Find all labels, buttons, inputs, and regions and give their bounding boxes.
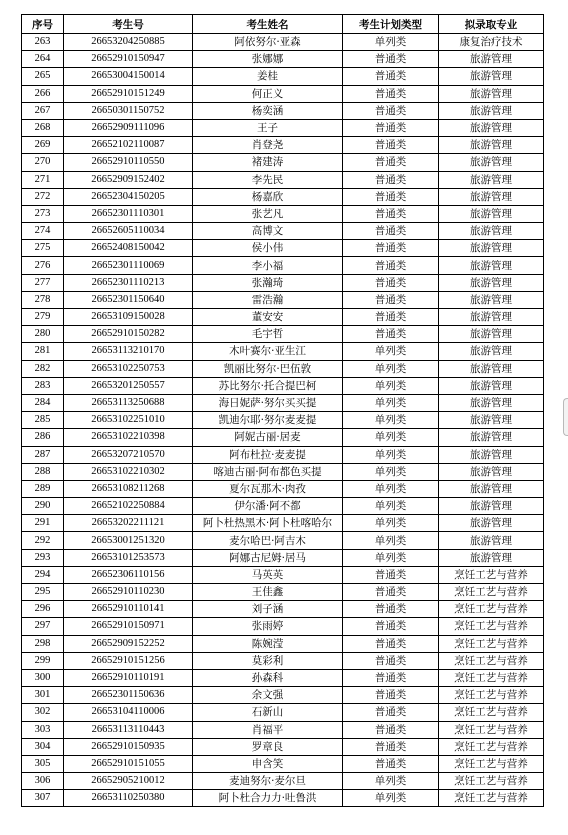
- cell-plan-type: 普通类: [343, 704, 439, 721]
- cell-candidate-id: 26652910110230: [64, 584, 193, 601]
- cell-candidate-id: 26652909152402: [64, 171, 193, 188]
- cell-major: 烹饪工艺与营养: [439, 687, 544, 704]
- cell-candidate-id: 26652301110301: [64, 205, 193, 222]
- cell-plan-type: 单列类: [343, 429, 439, 446]
- cell-candidate-name: 董安安: [193, 309, 343, 326]
- cell-candidate-name: 褚建涛: [193, 154, 343, 171]
- cell-plan-type: 单列类: [343, 532, 439, 549]
- cell-major: 烹饪工艺与营养: [439, 635, 544, 652]
- cell-candidate-id: 26652102110087: [64, 137, 193, 154]
- cell-seq: 272: [22, 188, 64, 205]
- cell-candidate-id: 26652301150636: [64, 687, 193, 704]
- table-body: [22, 34, 544, 807]
- cell-major: 旅游管理: [439, 515, 544, 532]
- cell-major: 旅游管理: [439, 498, 544, 515]
- header-row: [22, 15, 544, 34]
- cell-candidate-name: 石新山: [193, 704, 343, 721]
- cell-candidate-name: 何正义: [193, 85, 343, 102]
- cell-major: 旅游管理: [439, 223, 544, 240]
- cell-major: 旅游管理: [439, 171, 544, 188]
- table-row: [22, 429, 544, 446]
- cell-candidate-name: 马英英: [193, 566, 343, 583]
- table-row: [22, 291, 544, 308]
- table-row: [22, 360, 544, 377]
- cell-seq: 291: [22, 515, 64, 532]
- table-row: [22, 412, 544, 429]
- table-row: [22, 377, 544, 394]
- table-row: [22, 601, 544, 618]
- cell-seq: 276: [22, 257, 64, 274]
- cell-major: 旅游管理: [439, 274, 544, 291]
- table-row: [22, 704, 544, 721]
- cell-plan-type: 单列类: [343, 498, 439, 515]
- cell-major: 旅游管理: [439, 309, 544, 326]
- cell-seq: 288: [22, 463, 64, 480]
- cell-candidate-name: 罗章良: [193, 738, 343, 755]
- cell-plan-type: 普通类: [343, 223, 439, 240]
- cell-major: 旅游管理: [439, 326, 544, 343]
- cell-plan-type: 普通类: [343, 652, 439, 669]
- cell-candidate-id: 26652910150282: [64, 326, 193, 343]
- table-row: [22, 635, 544, 652]
- table-row: [22, 463, 544, 480]
- cell-plan-type: 普通类: [343, 119, 439, 136]
- cell-seq: 294: [22, 566, 64, 583]
- cell-candidate-name: 肖登尧: [193, 137, 343, 154]
- cell-seq: 297: [22, 618, 64, 635]
- cell-plan-type: 普通类: [343, 635, 439, 652]
- cell-candidate-name: 毛宇哲: [193, 326, 343, 343]
- cell-seq: 265: [22, 68, 64, 85]
- cell-candidate-name: 海日妮萨·努尔买买提: [193, 394, 343, 411]
- cell-plan-type: 普通类: [343, 738, 439, 755]
- cell-candidate-name: 王佳鑫: [193, 584, 343, 601]
- cell-seq: 283: [22, 377, 64, 394]
- table-row: [22, 738, 544, 755]
- cell-major: 旅游管理: [439, 532, 544, 549]
- cell-candidate-name: 苏比努尔·托合提巴柯: [193, 377, 343, 394]
- cell-seq: 305: [22, 755, 64, 772]
- cell-candidate-name: 阿娜古尼姆·居马: [193, 549, 343, 566]
- cell-candidate-id: 26652301150640: [64, 291, 193, 308]
- cell-candidate-name: 姜桂: [193, 68, 343, 85]
- cell-seq: 286: [22, 429, 64, 446]
- cell-plan-type: 普通类: [343, 669, 439, 686]
- table-row: [22, 669, 544, 686]
- cell-major: 旅游管理: [439, 154, 544, 171]
- cell-plan-type: 普通类: [343, 566, 439, 583]
- cell-candidate-name: 杨奕涵: [193, 102, 343, 119]
- cell-candidate-id: 26653102250753: [64, 360, 193, 377]
- cell-candidate-id: 26652909152252: [64, 635, 193, 652]
- cell-candidate-name: 阿卜杜合力力·吐鲁洪: [193, 790, 343, 807]
- cell-plan-type: 普通类: [343, 326, 439, 343]
- cell-plan-type: 普通类: [343, 205, 439, 222]
- cell-major: 旅游管理: [439, 360, 544, 377]
- cell-seq: 284: [22, 394, 64, 411]
- cell-plan-type: 普通类: [343, 51, 439, 68]
- cell-plan-type: 单列类: [343, 360, 439, 377]
- cell-plan-type: 普通类: [343, 687, 439, 704]
- cell-seq: 278: [22, 291, 64, 308]
- cell-major: 旅游管理: [439, 343, 544, 360]
- cell-candidate-id: 26652905210012: [64, 773, 193, 790]
- cell-candidate-name: 喀迪古丽·阿布都色买提: [193, 463, 343, 480]
- cell-candidate-id: 26652102250884: [64, 498, 193, 515]
- table-row: [22, 790, 544, 807]
- cell-major: 旅游管理: [439, 102, 544, 119]
- cell-plan-type: 单列类: [343, 343, 439, 360]
- cell-candidate-id: 26653202211121: [64, 515, 193, 532]
- cell-candidate-id: 26652910150935: [64, 738, 193, 755]
- table-row: [22, 549, 544, 566]
- cell-seq: 267: [22, 102, 64, 119]
- cell-major: 旅游管理: [439, 257, 544, 274]
- cell-candidate-name: 李小福: [193, 257, 343, 274]
- cell-major: 烹饪工艺与营养: [439, 584, 544, 601]
- cell-candidate-name: 莫彩利: [193, 652, 343, 669]
- cell-major: 旅游管理: [439, 240, 544, 257]
- cell-candidate-id: 26653109150028: [64, 309, 193, 326]
- cell-seq: 274: [22, 223, 64, 240]
- cell-seq: 292: [22, 532, 64, 549]
- cell-seq: 270: [22, 154, 64, 171]
- cell-seq: 301: [22, 687, 64, 704]
- cell-candidate-name: 阿依努尔·亚森: [193, 34, 343, 51]
- table-header: [22, 15, 544, 34]
- table-row: [22, 85, 544, 102]
- table-row: [22, 652, 544, 669]
- cell-seq: 266: [22, 85, 64, 102]
- table-row: [22, 755, 544, 772]
- cell-plan-type: 普通类: [343, 85, 439, 102]
- cell-candidate-id: 26652910151256: [64, 652, 193, 669]
- cell-candidate-name: 申含笑: [193, 755, 343, 772]
- cell-plan-type: 普通类: [343, 102, 439, 119]
- cell-candidate-name: 凯丽比努尔·巴伍敦: [193, 360, 343, 377]
- cell-candidate-id: 26653102210398: [64, 429, 193, 446]
- table-row: [22, 34, 544, 51]
- cell-major: 烹饪工艺与营养: [439, 618, 544, 635]
- cell-major: 旅游管理: [439, 463, 544, 480]
- cell-plan-type: 单列类: [343, 463, 439, 480]
- table-row: [22, 240, 544, 257]
- cell-candidate-id: 26652909111096: [64, 119, 193, 136]
- cell-seq: 263: [22, 34, 64, 51]
- cell-major: 康复治疗技术: [439, 34, 544, 51]
- cell-candidate-id: 26653101253573: [64, 549, 193, 566]
- cell-major: 旅游管理: [439, 429, 544, 446]
- table-row: [22, 257, 544, 274]
- cell-candidate-id: 26652301110213: [64, 274, 193, 291]
- cell-candidate-id: 26652306110156: [64, 566, 193, 583]
- cell-major: 烹饪工艺与营养: [439, 669, 544, 686]
- cell-major: 旅游管理: [439, 119, 544, 136]
- cell-candidate-id: 26653004150014: [64, 68, 193, 85]
- cell-major: 烹饪工艺与营养: [439, 755, 544, 772]
- cell-major: 烹饪工艺与营养: [439, 704, 544, 721]
- cell-major: 烹饪工艺与营养: [439, 773, 544, 790]
- cell-candidate-id: 26652910151249: [64, 85, 193, 102]
- cell-seq: 264: [22, 51, 64, 68]
- cell-plan-type: 普通类: [343, 68, 439, 85]
- cell-seq: 275: [22, 240, 64, 257]
- cell-plan-type: 普通类: [343, 240, 439, 257]
- cell-plan-type: 普通类: [343, 309, 439, 326]
- cell-plan-type: 单列类: [343, 773, 439, 790]
- cell-candidate-id: 26653001251320: [64, 532, 193, 549]
- cell-seq: 277: [22, 274, 64, 291]
- cell-seq: 282: [22, 360, 64, 377]
- header-seq: 序号: [22, 15, 64, 34]
- cell-major: 旅游管理: [439, 205, 544, 222]
- table-row: [22, 68, 544, 85]
- cell-candidate-name: 麦尔哈巴·阿吉木: [193, 532, 343, 549]
- table-row: [22, 446, 544, 463]
- cell-candidate-id: 26653104110006: [64, 704, 193, 721]
- cell-major: 烹饪工艺与营养: [439, 790, 544, 807]
- cell-seq: 299: [22, 652, 64, 669]
- cell-major: 烹饪工艺与营养: [439, 721, 544, 738]
- cell-candidate-name: 侯小伟: [193, 240, 343, 257]
- cell-plan-type: 普通类: [343, 755, 439, 772]
- cell-candidate-name: 木叶赛尔·亚生江: [193, 343, 343, 360]
- cell-candidate-name: 杨嘉欣: [193, 188, 343, 205]
- table-row: [22, 137, 544, 154]
- cell-plan-type: 普通类: [343, 274, 439, 291]
- cell-major: 旅游管理: [439, 51, 544, 68]
- table-row: [22, 171, 544, 188]
- table-row: [22, 119, 544, 136]
- cell-major: 旅游管理: [439, 549, 544, 566]
- cell-seq: 281: [22, 343, 64, 360]
- cell-seq: 269: [22, 137, 64, 154]
- header-candidate-id: 考生号: [64, 15, 193, 34]
- cell-candidate-name: 肖福平: [193, 721, 343, 738]
- cell-seq: 271: [22, 171, 64, 188]
- cell-plan-type: 普通类: [343, 584, 439, 601]
- cell-plan-type: 单列类: [343, 446, 439, 463]
- cell-major: 旅游管理: [439, 394, 544, 411]
- cell-candidate-name: 阿卜杜热黑木·阿卜杜喀哈尔: [193, 515, 343, 532]
- cell-major: 烹饪工艺与营养: [439, 601, 544, 618]
- table-row: [22, 102, 544, 119]
- cell-candidate-id: 26652910150971: [64, 618, 193, 635]
- table-row: [22, 274, 544, 291]
- cell-major: 旅游管理: [439, 291, 544, 308]
- table-row: [22, 154, 544, 171]
- cell-candidate-name: 阿布杜拉·麦麦提: [193, 446, 343, 463]
- header-plan-type: 考生计划类型: [343, 15, 439, 34]
- cell-plan-type: 单列类: [343, 394, 439, 411]
- cell-candidate-name: 李先民: [193, 171, 343, 188]
- header-candidate-name: 考生姓名: [193, 15, 343, 34]
- cell-candidate-id: 26652910110191: [64, 669, 193, 686]
- table-row: [22, 566, 544, 583]
- cell-plan-type: 单列类: [343, 412, 439, 429]
- cell-seq: 298: [22, 635, 64, 652]
- cell-seq: 285: [22, 412, 64, 429]
- table-row: [22, 773, 544, 790]
- cell-candidate-id: 26653110250380: [64, 790, 193, 807]
- scroll-handle[interactable]: [563, 398, 568, 436]
- cell-plan-type: 普通类: [343, 137, 439, 154]
- table-row: [22, 223, 544, 240]
- cell-candidate-name: 陈婉滢: [193, 635, 343, 652]
- cell-candidate-id: 26653207210570: [64, 446, 193, 463]
- cell-candidate-name: 王子: [193, 119, 343, 136]
- cell-plan-type: 单列类: [343, 377, 439, 394]
- cell-seq: 290: [22, 498, 64, 515]
- cell-plan-type: 普通类: [343, 618, 439, 635]
- cell-plan-type: 普通类: [343, 601, 439, 618]
- cell-plan-type: 普通类: [343, 171, 439, 188]
- cell-candidate-name: 高博文: [193, 223, 343, 240]
- cell-major: 旅游管理: [439, 446, 544, 463]
- cell-candidate-name: 余文强: [193, 687, 343, 704]
- cell-candidate-name: 孙森科: [193, 669, 343, 686]
- cell-candidate-id: 26653201250557: [64, 377, 193, 394]
- cell-major: 旅游管理: [439, 68, 544, 85]
- cell-candidate-id: 26650301150752: [64, 102, 193, 119]
- table-row: [22, 394, 544, 411]
- cell-seq: 300: [22, 669, 64, 686]
- cell-candidate-name: 张艺凡: [193, 205, 343, 222]
- cell-seq: 303: [22, 721, 64, 738]
- cell-major: 烹饪工艺与营养: [439, 652, 544, 669]
- table-row: [22, 498, 544, 515]
- table-row: [22, 584, 544, 601]
- table-row: [22, 188, 544, 205]
- cell-seq: 287: [22, 446, 64, 463]
- cell-seq: 268: [22, 119, 64, 136]
- cell-candidate-id: 26652605110034: [64, 223, 193, 240]
- cell-candidate-name: 麦迪努尔·麦尔旦: [193, 773, 343, 790]
- cell-plan-type: 单列类: [343, 790, 439, 807]
- cell-seq: 289: [22, 480, 64, 497]
- table-row: [22, 309, 544, 326]
- cell-major: 旅游管理: [439, 377, 544, 394]
- admission-roster: [21, 14, 544, 807]
- cell-major: 烹饪工艺与营养: [439, 738, 544, 755]
- cell-plan-type: 单列类: [343, 480, 439, 497]
- cell-candidate-name: 伊尔潘·阿不都: [193, 498, 343, 515]
- table-row: [22, 532, 544, 549]
- cell-plan-type: 普通类: [343, 188, 439, 205]
- cell-major: 烹饪工艺与营养: [439, 566, 544, 583]
- cell-major: 旅游管理: [439, 85, 544, 102]
- cell-candidate-id: 26653113250688: [64, 394, 193, 411]
- cell-candidate-id: 26653102251010: [64, 412, 193, 429]
- cell-candidate-id: 26653113110443: [64, 721, 193, 738]
- table-row: [22, 326, 544, 343]
- cell-seq: 306: [22, 773, 64, 790]
- cell-candidate-name: 凯迪尔耶·努尔麦麦提: [193, 412, 343, 429]
- cell-plan-type: 普通类: [343, 291, 439, 308]
- cell-candidate-name: 夏尔瓦那木·肉孜: [193, 480, 343, 497]
- cell-major: 旅游管理: [439, 412, 544, 429]
- cell-candidate-name: 张娜娜: [193, 51, 343, 68]
- table-row: [22, 480, 544, 497]
- cell-seq: 280: [22, 326, 64, 343]
- table-row: [22, 515, 544, 532]
- cell-major: 旅游管理: [439, 137, 544, 154]
- cell-candidate-name: 张瀚琦: [193, 274, 343, 291]
- cell-plan-type: 普通类: [343, 721, 439, 738]
- cell-major: 旅游管理: [439, 188, 544, 205]
- cell-seq: 304: [22, 738, 64, 755]
- cell-plan-type: 单列类: [343, 515, 439, 532]
- cell-candidate-id: 26652304150205: [64, 188, 193, 205]
- cell-candidate-name: 刘子涵: [193, 601, 343, 618]
- cell-candidate-name: 张雨婷: [193, 618, 343, 635]
- cell-seq: 296: [22, 601, 64, 618]
- cell-candidate-id: 26653108211268: [64, 480, 193, 497]
- cell-plan-type: 普通类: [343, 154, 439, 171]
- cell-candidate-id: 26652301110069: [64, 257, 193, 274]
- table-row: [22, 343, 544, 360]
- table-row: [22, 721, 544, 738]
- cell-candidate-name: 阿妮古丽·居麦: [193, 429, 343, 446]
- cell-candidate-id: 26652910150947: [64, 51, 193, 68]
- cell-candidate-id: 26652910151055: [64, 755, 193, 772]
- table-row: [22, 687, 544, 704]
- table-row: [22, 51, 544, 68]
- cell-candidate-id: 26653102210302: [64, 463, 193, 480]
- cell-major: 旅游管理: [439, 480, 544, 497]
- cell-plan-type: 普通类: [343, 257, 439, 274]
- cell-candidate-id: 26652910110550: [64, 154, 193, 171]
- cell-candidate-name: 雷浩瀚: [193, 291, 343, 308]
- cell-seq: 279: [22, 309, 64, 326]
- table-row: [22, 618, 544, 635]
- cell-candidate-id: 26653204250885: [64, 34, 193, 51]
- admission-table: [21, 14, 544, 807]
- cell-seq: 295: [22, 584, 64, 601]
- cell-seq: 302: [22, 704, 64, 721]
- cell-plan-type: 单列类: [343, 34, 439, 51]
- cell-plan-type: 单列类: [343, 549, 439, 566]
- cell-candidate-id: 26653113210170: [64, 343, 193, 360]
- table-row: [22, 205, 544, 222]
- cell-seq: 307: [22, 790, 64, 807]
- cell-seq: 273: [22, 205, 64, 222]
- cell-candidate-id: 26652408150042: [64, 240, 193, 257]
- header-major: 拟录取专业: [439, 15, 544, 34]
- cell-candidate-id: 26652910110141: [64, 601, 193, 618]
- cell-seq: 293: [22, 549, 64, 566]
